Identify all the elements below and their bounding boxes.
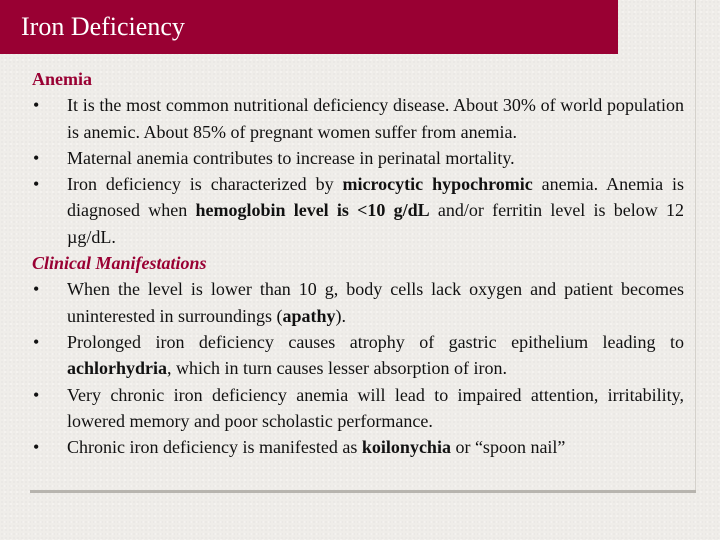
bottom-divider [30, 490, 696, 493]
slide-title: Iron Deficiency [21, 12, 185, 41]
bullet-marker: • [33, 384, 40, 405]
bullet-text-run: ). [335, 305, 346, 326]
bullet-text-run: When the level is lower than 10 g, body cells lack oxygen and patient becomes uninterested in surroundings ( [67, 279, 684, 326]
bullet-text [67, 434, 684, 460]
bullet-text [67, 382, 684, 435]
bullet-text [67, 329, 684, 382]
bullet-item [32, 276, 684, 329]
bullet-text-run: Chronic iron deficiency is manifested as [67, 437, 362, 458]
bullet-item [32, 329, 684, 382]
bullet-text-run: anemia. Anemia is diagnosed when [67, 174, 684, 221]
bullet-item [32, 382, 684, 435]
bullet-text [67, 276, 684, 329]
bullet-item [32, 92, 684, 145]
section-heading-anemia: Anemia [32, 69, 92, 89]
bullet-text-run: Maternal anemia contributes to increase in perinatal mortality. [67, 147, 515, 168]
bold-term: achlorhydria [67, 358, 168, 379]
bullet-text-run: Prolonged iron deficiency causes atrophy of gastric epithelium leading to [67, 331, 684, 352]
bullet-text-run: It is the most common nutritional deficiency disease. About 30% of world population is anemic. About 85% of pregnant women suffer from anemia. [67, 95, 684, 142]
bullet-text [67, 171, 684, 250]
bullet-text-run: , which in turn causes lesser absorption of iron. [167, 358, 507, 379]
title-bar [0, 0, 618, 54]
bullet-marker: • [33, 147, 40, 168]
bold-term: apathy [282, 305, 336, 326]
bullet-text-run: Very chronic iron deficiency anemia will lead to impaired attention, irritability, lowered memory and poor scholastic performance. [67, 384, 684, 431]
bullet-text-run: or “spoon nail” [450, 437, 566, 458]
bold-term: koilonychia [361, 437, 451, 458]
bullet-marker: • [33, 331, 40, 352]
bullet-marker: • [33, 174, 40, 195]
bullet-text [67, 145, 684, 171]
bullet-marker: • [33, 437, 40, 458]
bullet-item [32, 171, 684, 250]
section-heading-clinical-manifestations: Clinical Manifestations [32, 253, 207, 274]
bold-term: microcytic hypochromic [342, 174, 533, 195]
bullet-marker: • [33, 279, 40, 300]
right-divider [695, 0, 696, 490]
bold-term: hemoglobin level is <10 g/dL [195, 200, 430, 221]
bullet-text [67, 92, 684, 145]
bullet-marker: • [33, 95, 40, 116]
bullet-item [32, 145, 684, 171]
bullet-item [32, 434, 684, 460]
bullet-text-run: and/or ferritin level is below 12 µg/dL. [67, 200, 685, 247]
slide-body [32, 66, 684, 460]
bullet-text-run: Iron deficiency is characterized by [67, 174, 343, 195]
